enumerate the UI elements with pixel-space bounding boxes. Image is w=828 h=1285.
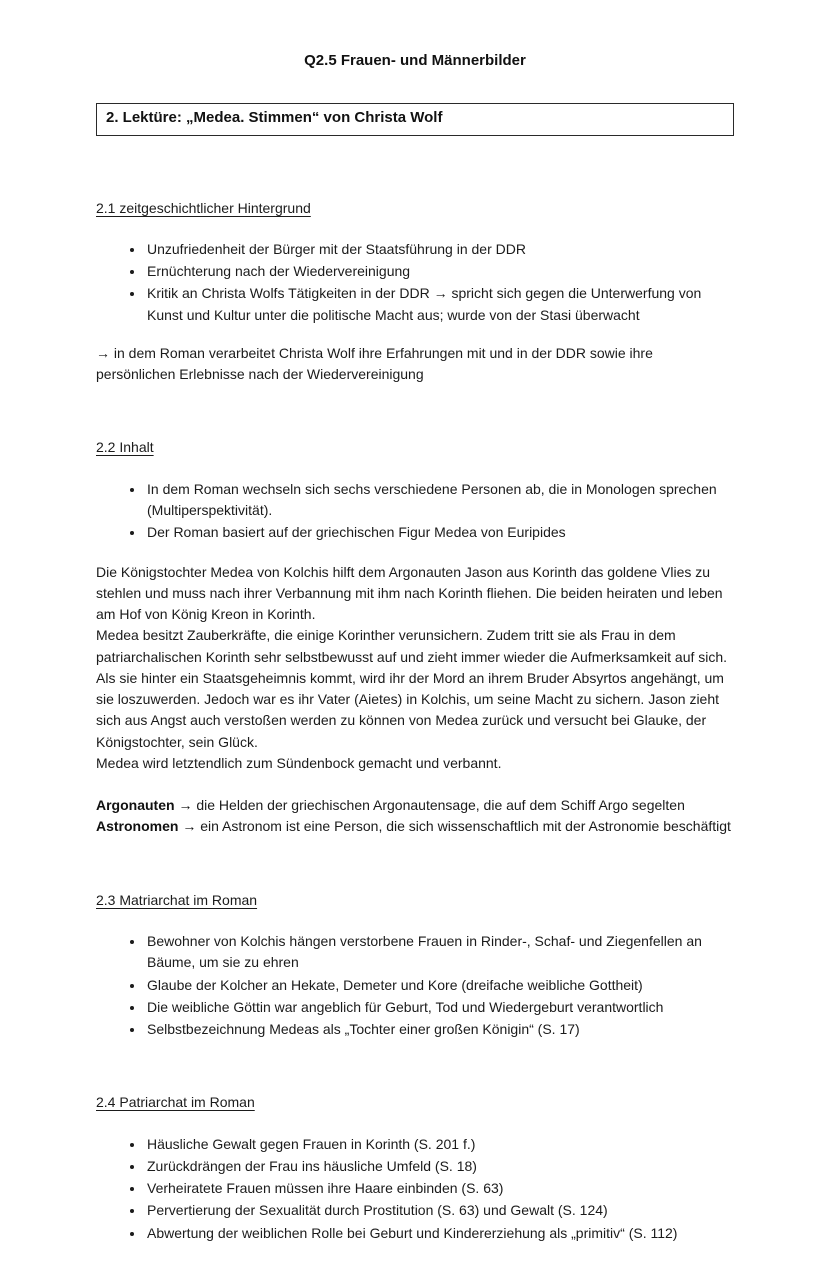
definition-text: ein Astronom ist eine Person, die sich wissenschaftlich mit der Astronomie beschäftigt <box>200 818 731 835</box>
section-2-4 <box>96 1092 734 1244</box>
lecture-heading-box <box>96 103 734 136</box>
definition-astronomen <box>96 816 734 837</box>
bullet-item: • Unzufriedenheit der Bürger mit der Staatsführung in der DDR <box>145 239 734 260</box>
section-2-2-heading: 2.2 Inhalt <box>96 439 154 456</box>
definition-text: die Helden der griechischen Argonautensage, die auf dem Schiff Argo segelten <box>196 797 685 814</box>
section-2-2-bullet-list <box>96 479 734 544</box>
bullet-item: • Kritik an Christa Wolfs Tätigkeiten in der DDR → spricht sich gegen die Unterwerfung von Kunst und Kultur unter die politische Macht aus; wurde von der Stasi überwacht <box>145 283 734 326</box>
bullet-item: • Bewohner von Kolchis hängen verstorbene Frauen in Rinder-, Schaf- und Ziegenfellen an Bäume, um sie zu ehren <box>145 931 734 974</box>
section-2-3-bullet-list <box>96 931 734 1040</box>
story-paragraph: Die Königstochter Medea von Kolchis hilft dem Argonauten Jason aus Korinth das goldene Vlies zu stehlen und muss nach ihrer Verbannung mit ihm nach Korinth fliehen. Die beiden heiraten und leben am Hof von König Kreon in Korinth. <box>96 563 723 623</box>
section-2-1-conclusion: → in dem Roman verarbeitet Christa Wolf ihre Erfahrungen mit und in der DDR sowie ihre persönlichen Erlebnisse nach der Wiedervereinigung <box>96 344 653 383</box>
definition-argonauten <box>96 795 734 816</box>
section-2-1-bullet-list <box>96 239 734 326</box>
story-summary <box>96 562 734 775</box>
section-2-4-bullet-list <box>96 1134 734 1244</box>
right-arrow-icon: → <box>182 818 197 835</box>
definition-term: Argonauten <box>96 797 175 814</box>
bullet-item: • Der Roman basiert auf der griechischen Figur Medea von Euripides <box>145 522 734 543</box>
document-title: Q2.5 Frauen- und Männerbilder <box>304 52 526 69</box>
bullet-item: • Häusliche Gewalt gegen Frauen in Korinth (S. 201 f.) <box>145 1134 734 1155</box>
section-2-2 <box>96 437 734 837</box>
story-paragraph: Medea wird letztendlich zum Sündenbock gemacht und verbannt. <box>96 754 502 771</box>
section-2-3 <box>96 890 734 1041</box>
section-2-1-heading: 2.1 zeitgeschichtlicher Hintergrund <box>96 199 311 216</box>
bullet-item: • Zurückdrängen der Frau ins häusliche Umfeld (S. 18) <box>145 1156 734 1177</box>
definition-term: Astronomen <box>96 818 179 835</box>
section-2-4-heading: 2.4 Patriarchat im Roman <box>96 1094 255 1111</box>
bullet-item: • Glaube der Kolcher an Hekate, Demeter und Kore (dreifache weibliche Gottheit) <box>145 975 734 996</box>
section-2-1 <box>96 198 734 386</box>
section-2-3-heading: 2.3 Matriarchat im Roman <box>96 891 258 908</box>
lecture-heading: 2. Lektüre: „Medea. Stimmen“ von Christa Wolf <box>106 108 443 126</box>
bullet-item: • Verheiratete Frauen müssen ihre Haare einbinden (S. 63) <box>145 1178 734 1199</box>
bullet-item: • In dem Roman wechseln sich sechs verschiedene Personen ab, die in Monologen sprechen (Multiperspektivität). <box>145 479 734 522</box>
bullet-item: • Abwertung der weiblichen Rolle bei Geburt und Kindererziehung als „primitiv“ (S. 112) <box>145 1223 734 1244</box>
right-arrow-icon: → <box>178 797 193 814</box>
story-paragraph: Medea besitzt Zauberkräfte, die einige Korinther verunsichern. Zudem tritt sie als Frau in dem patriarchalischen Korinth sehr selbstbewusst auf und zieht immer wieder die Aufmerksamkeit auf sich. Als sie hinter ein Staatsgeheimnis kommt, wird ihr der Mord an ihrem Bruder Absyrtos angehängt, um sie loszuwerden. Jedoch war es ihr Vater (Aietes) in Kolchis, um seine Macht zu sichern. Jason zieht sich aus Angst auch verstoßen werden zu können von Medea zurück und versucht bei Glauke, der Königstochter, sein Glück. <box>96 627 728 750</box>
bullet-item: • Selbstbezeichnung Medeas als „Tochter einer großen Königin“ (S. 17) <box>145 1019 734 1040</box>
bullet-item: • Pervertierung der Sexualität durch Prostitution (S. 63) und Gewalt (S. 124) <box>145 1200 734 1221</box>
bullet-item: • Die weibliche Göttin war angeblich für Geburt, Tod und Wiedergeburt verantwortlich <box>145 997 734 1018</box>
definitions-block <box>96 795 734 838</box>
bullet-item: • Ernüchterung nach der Wiedervereinigung <box>145 261 734 282</box>
